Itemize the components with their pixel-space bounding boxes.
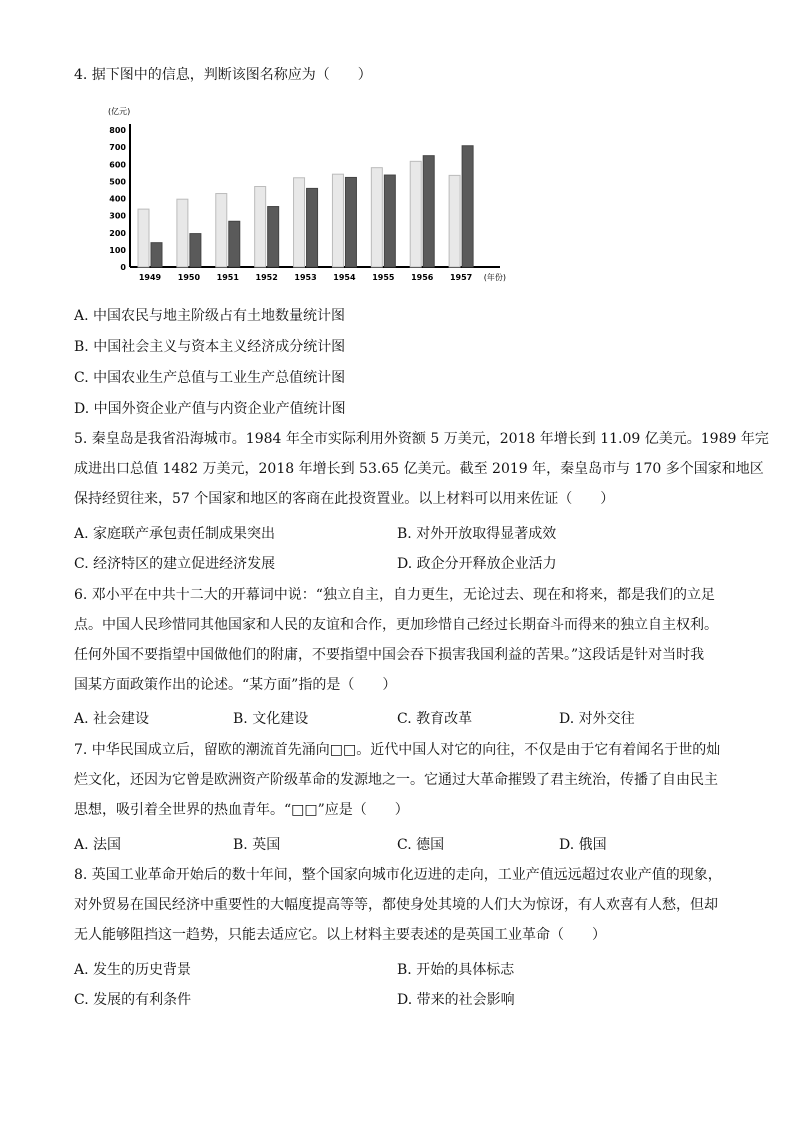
- bar-light-1955: [371, 168, 382, 267]
- q6-option-b: B. 文化建设: [233, 711, 309, 727]
- bar-light-1957: [449, 175, 460, 267]
- bar-dark-1955: [384, 175, 395, 267]
- x-tick-label: 1957: [449, 273, 473, 282]
- y-tick-label: 200: [109, 228, 126, 238]
- q7-line: 烂文化，还因为它曾是欧洲资产阶级革命的发源地之一。它通过大革命摧毁了君主统治，传播了自由民主: [74, 772, 718, 788]
- bar-dark-1950: [190, 234, 201, 267]
- q5-line: 保持经贸往来，57 个国家和地区的客商在此投资置业。以上材料可以用来佐证（ ）: [74, 491, 615, 507]
- q4-option-c: C. 中国农业生产总值与工业生产总值统计图: [74, 370, 346, 386]
- bar-light-1950: [177, 199, 188, 267]
- x-tick-label: 1956: [411, 273, 434, 282]
- bar-light-1952: [255, 187, 266, 267]
- bar-dark-1957: [462, 146, 473, 267]
- y-tick-label: 0: [120, 263, 126, 272]
- q5-option-a: A. 家庭联产承包责任制成果突出: [74, 526, 276, 542]
- q8-line: 无人能够阻挡这一趋势，只能去适应它。以上材料主要表述的是英国工业革命（ ）: [74, 927, 606, 943]
- y-tick-label: 700: [109, 143, 126, 153]
- q6-line: 任何外国不要指望中国做他们的附庸，不要指望中国会吞下损害我国利益的苦果。”这段话是针对当时我: [74, 647, 705, 663]
- bar-dark-1949: [151, 243, 162, 267]
- bar-dark-1952: [268, 207, 279, 267]
- q4-stem: 4. 据下图中的信息，判断该图名称应为（ ）: [74, 67, 372, 83]
- x-axis-label: (年份): [483, 273, 506, 282]
- bar-light-1951: [216, 194, 227, 267]
- q6-line: 6. 邓小平在中共十二大的开幕词中说：“独立自主，自力更生，无论过去、现在和将来，都是我们的立足: [74, 587, 715, 603]
- y-tick-label: 600: [109, 160, 126, 170]
- q4-option-d: D. 中国外资企业产值与内资企业产值统计图: [74, 401, 346, 417]
- y-tick-label: 300: [109, 211, 126, 221]
- x-tick-label: 1955: [372, 273, 395, 282]
- q5-option-d: D. 政企分开释放企业活力: [397, 556, 557, 572]
- q6-line: 点。中国人民珍惜同其他国家和人民的友谊和合作，更加珍惜自己经过长期奋斗而得来的独立自主权利。: [74, 617, 718, 633]
- q7-line: 思想，吸引着全世界的热血青年。“□□”应是（ ）: [74, 802, 409, 818]
- bar-chart: [100, 100, 510, 290]
- q8-line: 8. 英国工业革命开始后的数十年间，整个国家向城市化迈进的走向，工业产值远远超过农业产值的现象，: [74, 867, 722, 883]
- x-tick-label: 1953: [294, 273, 317, 282]
- bar-dark-1953: [307, 188, 318, 267]
- q6-option-c: C. 教育改革: [397, 711, 473, 727]
- q6-option-a: A. 社会建设: [74, 711, 150, 727]
- q5-option-c: C. 经济特区的建立促进经济发展: [74, 556, 276, 572]
- q4-option-a: A. 中国农民与地主阶级占有土地数量统计图: [74, 308, 346, 324]
- x-tick-label: 1954: [333, 273, 356, 282]
- y-tick-label: 100: [109, 245, 126, 255]
- bar-dark-1954: [345, 177, 356, 267]
- q7-option-d: D. 俄国: [559, 837, 607, 853]
- q7-option-c: C. 德国: [397, 837, 445, 853]
- q5-option-b: B. 对外开放取得显著成效: [397, 526, 557, 542]
- q8-line: 对外贸易在国民经济中重要性的大幅度提高等等，都使身处其境的人们大为惊讶，有人欢喜有人愁，但却: [74, 897, 718, 913]
- q4-option-b: B. 中国社会主义与资本主义经济成分统计图: [74, 339, 346, 355]
- bar-dark-1956: [423, 156, 434, 267]
- y-tick-label: 400: [109, 194, 126, 204]
- y-tick-label: 500: [109, 177, 126, 187]
- x-tick-label: 1950: [177, 273, 201, 282]
- x-tick-label: 1949: [138, 273, 162, 282]
- bar-light-1956: [410, 161, 421, 267]
- q8-option-d: D. 带来的社会影响: [397, 992, 515, 1008]
- q7-line: 7. 中华民国成立后，留欧的潮流首先涌向□□。近代中国人对它的向往，不仅是由于它有着闻名于世的灿: [74, 742, 721, 758]
- bar-dark-1951: [229, 221, 240, 267]
- q5-line: 5. 秦皇岛是我省沿海城市。1984 年全市实际利用外资额 5 万美元，2018 年增长到 11.09 亿美元。1989 年完: [74, 431, 769, 447]
- y-tick-label: 800: [109, 126, 126, 135]
- q8-option-b: B. 开始的具体标志: [397, 962, 515, 978]
- q6-line: 国某方面政策作出的论述。“某方面”指的是（ ）: [74, 677, 397, 693]
- bar-light-1949: [138, 209, 149, 267]
- x-tick-label: 1951: [216, 273, 239, 282]
- y-axis-label: (亿元): [108, 107, 131, 116]
- bar-light-1954: [332, 174, 343, 267]
- q8-option-a: A. 发生的历史背景: [74, 962, 192, 978]
- bar-light-1953: [294, 178, 305, 267]
- q6-option-d: D. 对外交往: [559, 711, 635, 727]
- q5-line: 成进出口总值 1482 万美元，2018 年增长到 53.65 亿美元。截至 2019 年，秦皇岛市与 170 多个国家和地区: [74, 461, 764, 477]
- q7-option-a: A. 法国: [74, 837, 122, 853]
- q8-option-c: C. 发展的有利条件: [74, 992, 192, 1008]
- x-tick-label: 1952: [255, 273, 278, 282]
- q7-option-b: B. 英国: [233, 837, 281, 853]
